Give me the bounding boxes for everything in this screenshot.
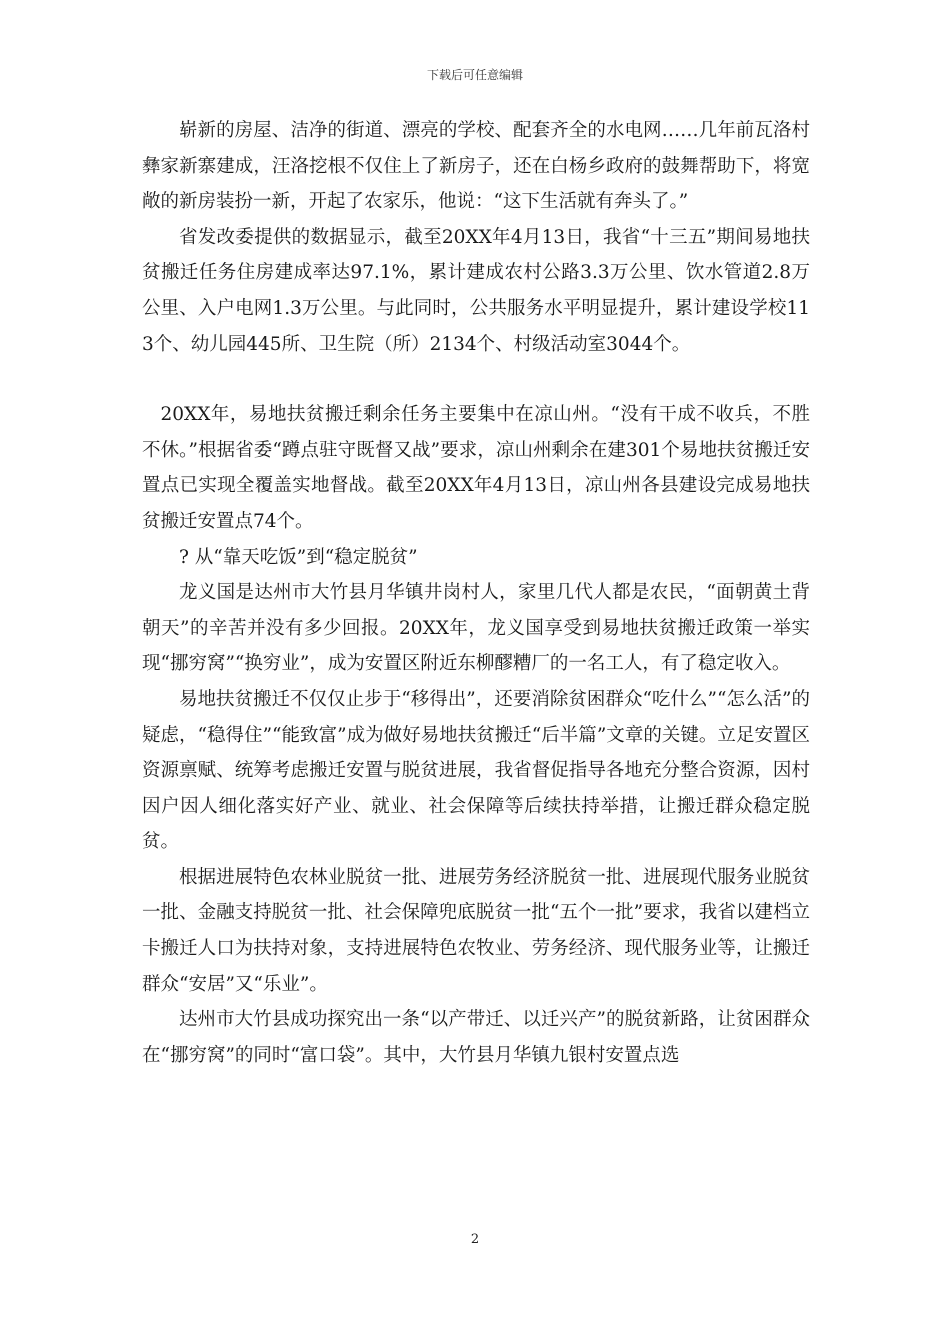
page-number: 2: [470, 1232, 480, 1247]
paragraph-liangshan: 20XX年，易地扶贫搬迁剩余任务主要集中在凉山州。“没有干成不收兵，不胜不休。”根据省委“蹲点驻守既督又战”要求，凉山州剩余在建301个易地扶贫搬迁安置点已实现全覆盖实地督战。截至20XX年4月13日，凉山州各县建设完成易地扶贫搬迁安置点74个。: [142, 404, 810, 532]
page-header: 下载后可任意编辑: [426, 68, 523, 82]
document-body: [142, 113, 810, 1073]
paragraph-statistics: 省发改委提供的数据显示，截至20XX年4月13日，我省“十三五”期间易地扶贫搬迁任务住房建成率达97.1%，累计建成农村公路3.3万公里、饮水管道2.8万公里、入户电网1.3万公里。与此同时，公共服务水平明显提升，累计建设学校113个、幼儿园445所、卫生院（所）2134个、村级活动室3044个。: [142, 226, 810, 355]
paragraph-new-village: 崭新的房屋、洁净的街道、漂亮的学校、配套齐全的水电网……几年前瓦洛村彝家新寨建成，汪洛挖根不仅住上了新房子，还在白杨乡政府的鼓舞帮助下，将宽敞的新房装扮一新，开起了农家乐，他说：“这下生活就有奔头了。”: [142, 120, 810, 213]
section-heading: ? 从“靠天吃饭”到“稳定脱贫”: [179, 546, 418, 568]
paragraph-five-batches: 根据进展特色农林业脱贫一批、进展劳务经济脱贫一批、进展现代服务业脱贫一批、金融支持脱贫一批、社会保障兜底脱贫一批“五个一批”要求，我省以建档立卡搬迁人口为扶持对象，支持进展特色农牧业、劳务经济、现代服务业等，让搬迁群众“安居”又“乐业”。: [142, 866, 810, 995]
paragraph-dazhu-county: 达州市大竹县成功探究出一条“以产带迁、以迁兴产”的脱贫新路，让贫困群众在“挪穷窝”的同时“富口袋”。其中，大竹县月华镇九银村安置点选: [142, 1009, 810, 1066]
paragraph-spacer: [142, 362, 810, 397]
paragraph-stable-poverty-relief: 易地扶贫搬迁不仅仅止步于“移得出”，还要消除贫困群众“吃什么”“怎么活”的疑虑，“稳得住”“能致富”成为做好易地扶贫搬迁“后半篇”文章的关键。立足安置区资源禀赋、统筹考虑搬迁安置与脱贫进展，我省督促指导各地充分整合资源，因村因户因人细化落实好产业、就业、社会保障等后续扶持举措，让搬迁群众稳定脱贫。: [142, 688, 810, 853]
paragraph-long-yiguo: 龙义国是达州市大竹县月华镇井岗村人，家里几代人都是农民，“面朝黄土背朝天”的辛苦并没有多少回报。20XX年，龙义国享受到易地扶贫搬迁政策一举实现“挪穷窝”“换穷业”，成为安置区附近东柳醪糟厂的一名工人，有了稳定收入。: [142, 582, 810, 675]
